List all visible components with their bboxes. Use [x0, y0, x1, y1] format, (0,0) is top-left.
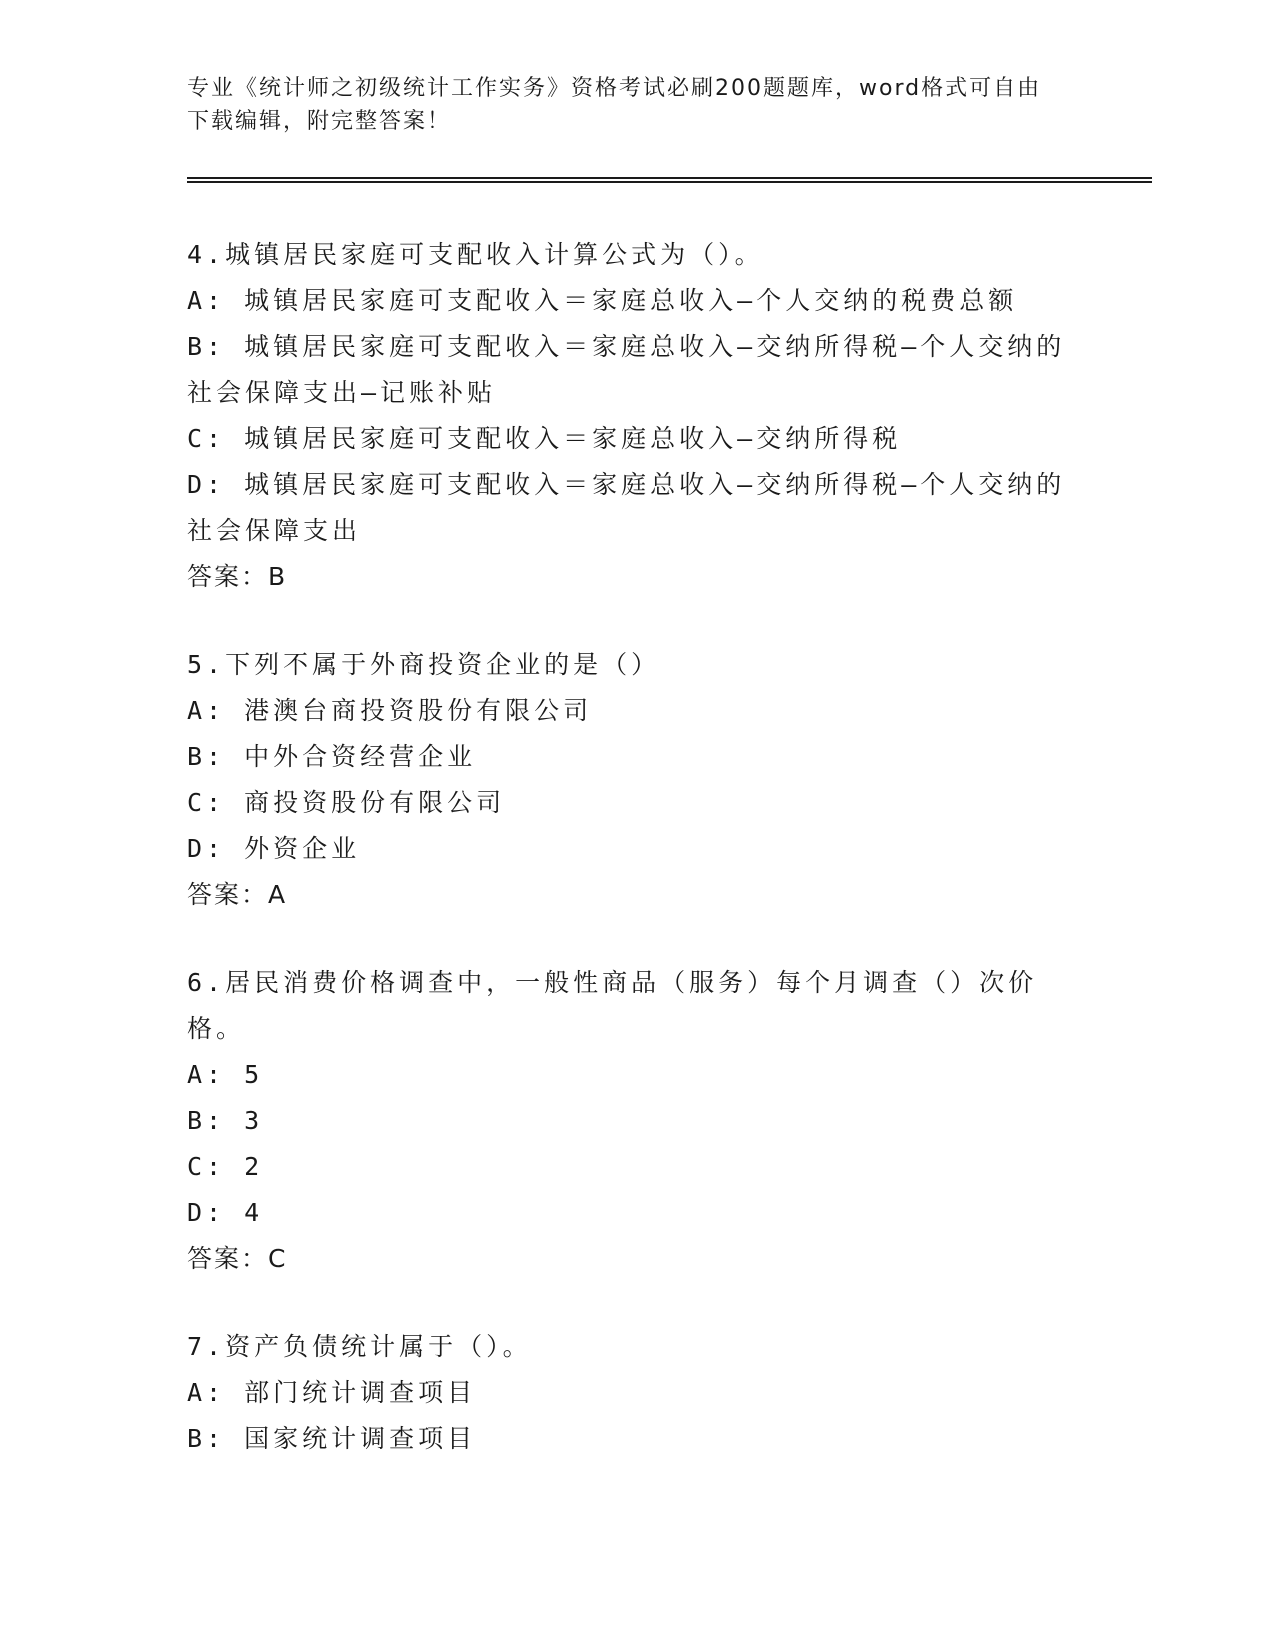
question-stem: 4.城镇居民家庭可支配收入计算公式为（）。 — [187, 240, 764, 269]
question-stem: 6.居民消费价格调查中，一般性商品（服务）每个月调查（）次价格。 — [187, 968, 1038, 1043]
question-6 — [187, 960, 1087, 1282]
option-a: A: 部门统计调查项目 — [187, 1378, 477, 1407]
option-c: C: 城镇居民家庭可支配收入＝家庭总收入—交纳所得税 — [187, 424, 902, 453]
question-stem: 5.下列不属于外商投资企业的是（） — [187, 650, 661, 679]
option-d: D: 4 — [187, 1198, 264, 1227]
header-line-1: 专业《统计师之初级统计工作实务》资格考试必刷200题题库，word格式可自由 — [187, 76, 1042, 101]
option-d: D: 外资企业 — [187, 834, 361, 863]
header-line-2: 下载编辑，附完整答案！ — [187, 109, 452, 134]
option-b: B: 中外合资经营企业 — [187, 742, 477, 771]
answer-label: 答案：B — [187, 562, 288, 591]
option-b: B: 国家统计调查项目 — [187, 1424, 477, 1453]
option-b: B: 城镇居民家庭可支配收入＝家庭总收入—交纳所得税—个人交纳的社会保障支出—记账补贴 — [187, 332, 1066, 407]
answer-label: 答案：C — [187, 1244, 288, 1273]
option-c: C: 2 — [187, 1152, 264, 1181]
document-header — [187, 72, 1067, 138]
option-c: C: 商投资股份有限公司 — [187, 788, 506, 817]
answer-label: 答案：A — [187, 880, 288, 909]
question-list — [187, 232, 1087, 1504]
option-d: D: 城镇居民家庭可支配收入＝家庭总收入—交纳所得税—个人交纳的社会保障支出 — [187, 470, 1066, 545]
header-double-rule — [187, 177, 1152, 183]
question-5 — [187, 642, 1087, 918]
option-a: A: 港澳台商投资股份有限公司 — [187, 696, 593, 725]
option-a: A: 城镇居民家庭可支配收入＝家庭总收入—个人交纳的税费总额 — [187, 286, 1018, 315]
option-a: A: 5 — [187, 1060, 264, 1089]
question-7 — [187, 1324, 1087, 1462]
option-b: B: 3 — [187, 1106, 264, 1135]
question-stem: 7.资产负债统计属于（）。 — [187, 1332, 532, 1361]
question-4 — [187, 232, 1087, 600]
